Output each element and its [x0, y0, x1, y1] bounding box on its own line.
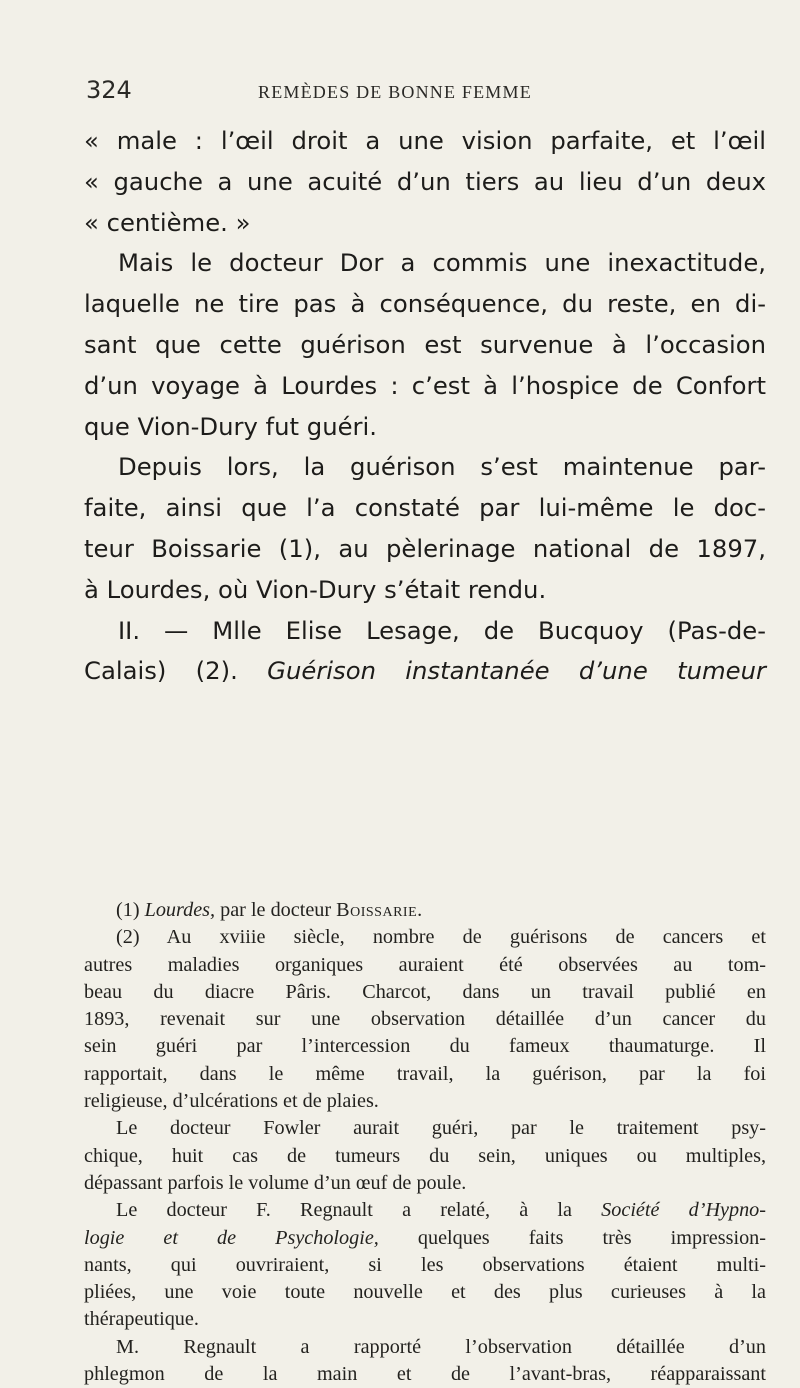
- footnote-italic: Psychologie,: [275, 1226, 379, 1249]
- body-text: [84, 121, 766, 692]
- text-line: d’un voyage à Lourdes : c’est à l’hospice de Confort: [84, 370, 766, 400]
- footnote-line-mixed: [84, 1197, 766, 1224]
- text-line-mixed: [84, 651, 766, 692]
- text-line: laquelle ne tire pas à conséquence, du reste, en di-: [84, 289, 766, 319]
- footnote-line: chique, huit cas de tumeurs du sein, uniques ou multiples,: [84, 1144, 766, 1167]
- footnote-line: rapportait, dans le même travail, la guérison, par la foi: [84, 1062, 766, 1085]
- footnote-segment: Le docteur F. Regnault a relaté, à la: [116, 1199, 572, 1222]
- footnote-line: thérapeutique.: [84, 1308, 199, 1331]
- text-line: teur Boissarie (1), au pèlerinage national de 1897,: [84, 533, 766, 563]
- footnote-line: nants, qui ouvriraient, si les observations étaient multi-: [84, 1253, 766, 1276]
- text-line: « centième. »: [84, 207, 251, 237]
- footnote-line: religieuse, d’ulcérations et de plaies.: [84, 1090, 379, 1113]
- text-line: à Lourdes, où Vion-Dury s’était rendu.: [84, 574, 547, 604]
- text-line: Mais le docteur Dor a commis une inexactitude,: [118, 248, 766, 278]
- text-line: Depuis lors, la guérison s’est maintenue par-: [118, 452, 766, 482]
- text-line: « male : l’œil droit a une vision parfaite, et l’œil: [84, 126, 766, 155]
- text-line: que Vion-Dury fut guéri.: [84, 411, 377, 441]
- text-segment: Calais) (2).: [84, 656, 238, 686]
- text-line: sant que cette guérison est survenue à l’occasion: [84, 329, 766, 359]
- footnote-line: beau du diacre Pâris. Charcot, dans un travail publié en: [84, 980, 766, 1003]
- footnote-line-mixed: [84, 1225, 766, 1252]
- footnote-line: (2) Au xviiie siècle, nombre de guérisons de cancers et: [116, 926, 766, 949]
- footnotes: [84, 897, 766, 1388]
- italic-title: Guérison instantanée d’une tumeur: [267, 656, 766, 686]
- page-header: [86, 72, 686, 112]
- footnote-title: Lourdes,: [144, 899, 216, 921]
- footnote-line: phlegmon de la main et de l’avant-bras, réapparaissant: [84, 1363, 766, 1386]
- footnote-segment: quelques faits très impression-: [417, 1226, 767, 1249]
- footnote-line: dépassant parfois le volume d’un œuf de poule.: [84, 1171, 467, 1194]
- footnote-line: autres maladies organiques auraient été observées au tom-: [84, 953, 766, 976]
- footnote-segment: logie et de: [84, 1226, 237, 1249]
- footnote-italic: Société d’Hypno-: [601, 1199, 766, 1222]
- running-head: REMÈDES DE BONNE FEMME: [258, 82, 532, 102]
- footnote-text: par le docteur: [220, 899, 332, 921]
- footnote-1: [84, 897, 766, 924]
- footnote-line: sein guéri par l’intercession du fameux thaumaturge. Il: [84, 1035, 766, 1058]
- footnote-line: 1893, revenait sur une observation détaillée d’un cancer du: [84, 1008, 766, 1031]
- text-line: II. — Mlle Elise Lesage, de Bucquoy (Pas-de-: [118, 615, 766, 645]
- text-line: « gauche a une acuité d’un tiers au lieu d’un deux: [84, 166, 766, 196]
- footnote-line: Le docteur Fowler aurait guéri, par le traitement psy-: [116, 1117, 766, 1140]
- page-number: 324: [86, 76, 132, 104]
- footnote-author: Boissarie.: [336, 899, 423, 921]
- footnote-line: M. Regnault a rapporté l’observation détaillée d’un: [116, 1335, 766, 1358]
- text-line: faite, ainsi que l’a constaté par lui-même le doc-: [84, 493, 766, 523]
- footnote-line: pliées, une voie toute nouvelle et des plus curieuses à la: [84, 1281, 766, 1304]
- footnote-marker: (1): [116, 899, 140, 921]
